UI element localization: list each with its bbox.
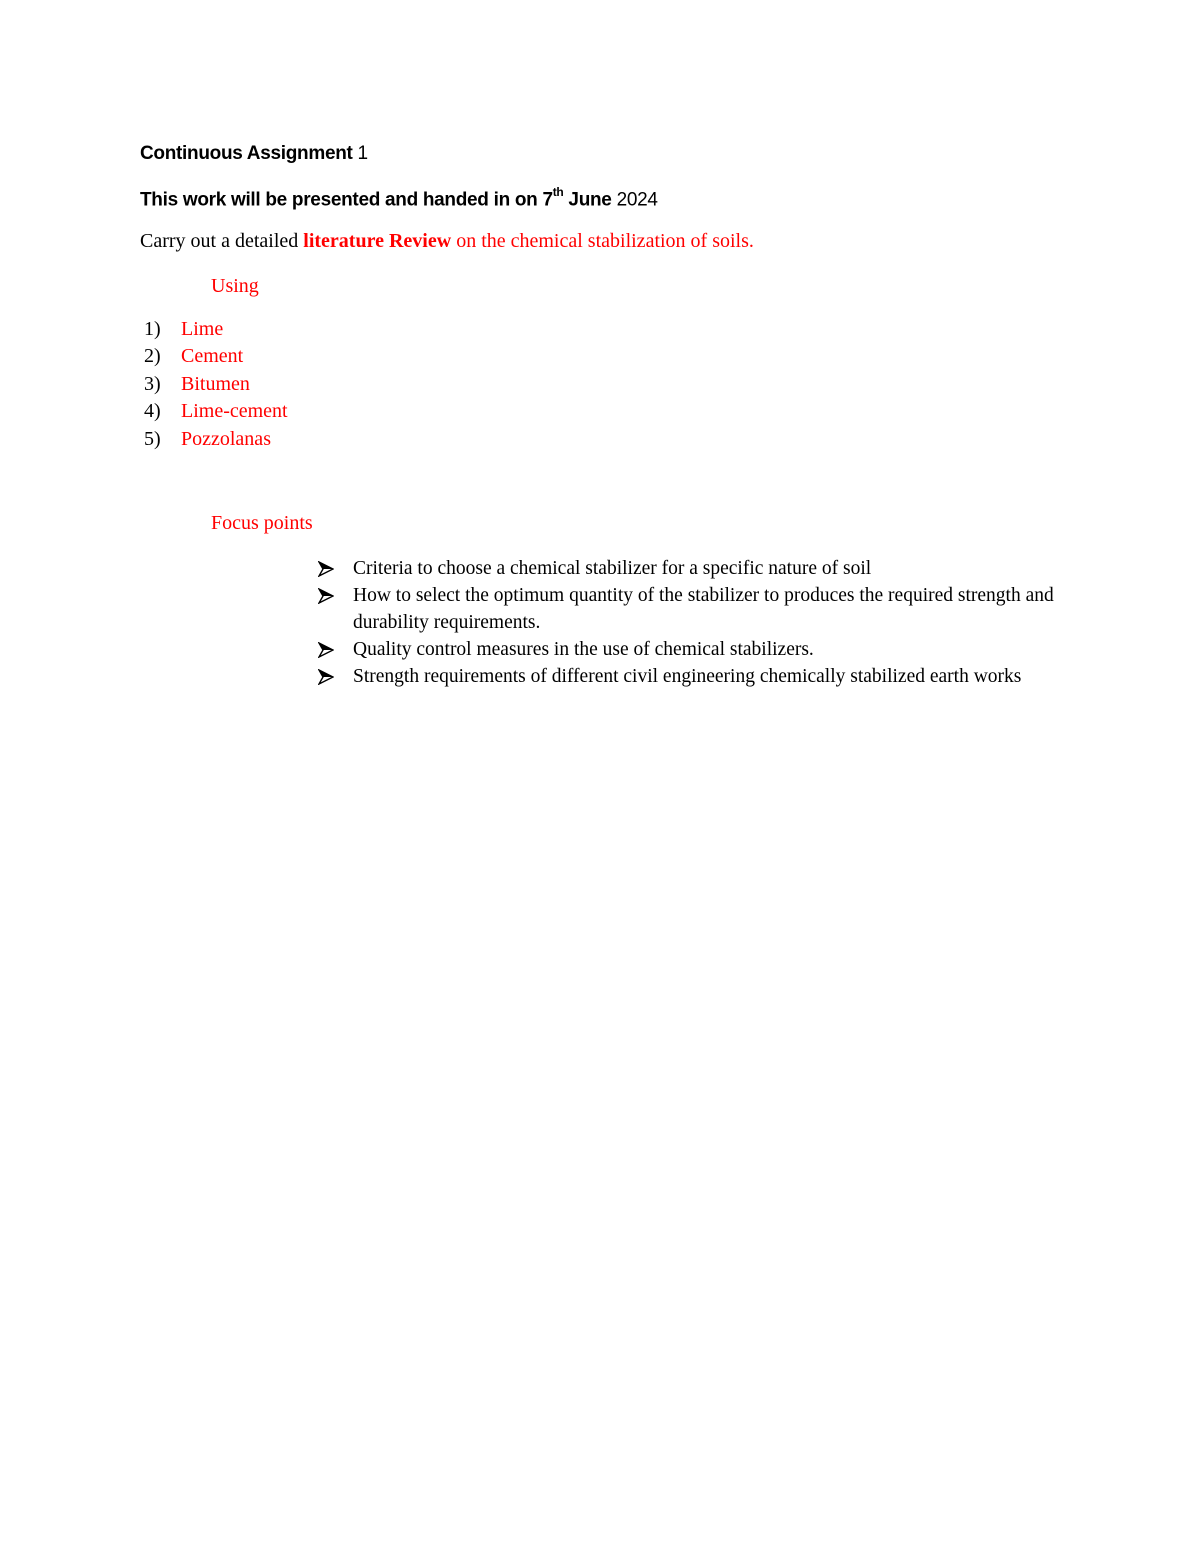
list-label: Lime-cement [181,400,288,423]
title-number: 1 [357,143,368,164]
task-emphasis: literature Review [303,230,452,252]
list-number: 4) [144,400,161,423]
due-date-year: 2024 [616,189,658,211]
focus-point-text: How to select the optimum quantity of the stabilizer to produces the required strength and durability requirements. [353,585,1054,633]
list-item [144,371,288,398]
using-heading: Using [211,275,259,297]
focus-point-text: Strength requirements of different civil engineering chemically stabilized earth works [353,666,1022,687]
list-item [318,555,1058,582]
due-date-line [140,187,658,211]
document-title [140,143,368,165]
list-label: Lime [181,318,224,340]
stabilizer-list [144,316,288,453]
list-item [144,398,288,425]
list-number: 5) [144,427,161,450]
list-label: Pozzolanas [181,427,271,450]
list-label: Cement [181,345,244,368]
due-date-superscript: th [552,185,564,199]
task-plain-text: Carry out a detailed [140,230,304,252]
focus-point-text: Quality control measures in the use of chemical stabilizers. [353,639,814,660]
list-item [318,636,1058,663]
focus-points-heading: Focus points [211,512,313,534]
title-text: Continuous Assignment [140,143,353,164]
list-item [144,426,288,453]
due-date-prefix: This work will be presented and handed in on 7 [140,189,553,211]
list-item [318,663,1058,690]
list-label: Bitumen [181,372,250,395]
list-item [318,582,1058,636]
list-number: 1) [144,318,161,340]
due-date-month: June [563,189,617,211]
focus-point-text: Criteria to choose a chemical stabilizer for a specific nature of soil [353,558,872,579]
list-item [144,316,288,343]
task-red-text: on the chemical stabilization of soils. [451,230,754,252]
task-statement [140,230,754,253]
focus-points-list [318,555,1058,690]
list-item [144,343,288,370]
list-number: 2) [144,345,161,368]
list-number: 3) [144,372,161,395]
